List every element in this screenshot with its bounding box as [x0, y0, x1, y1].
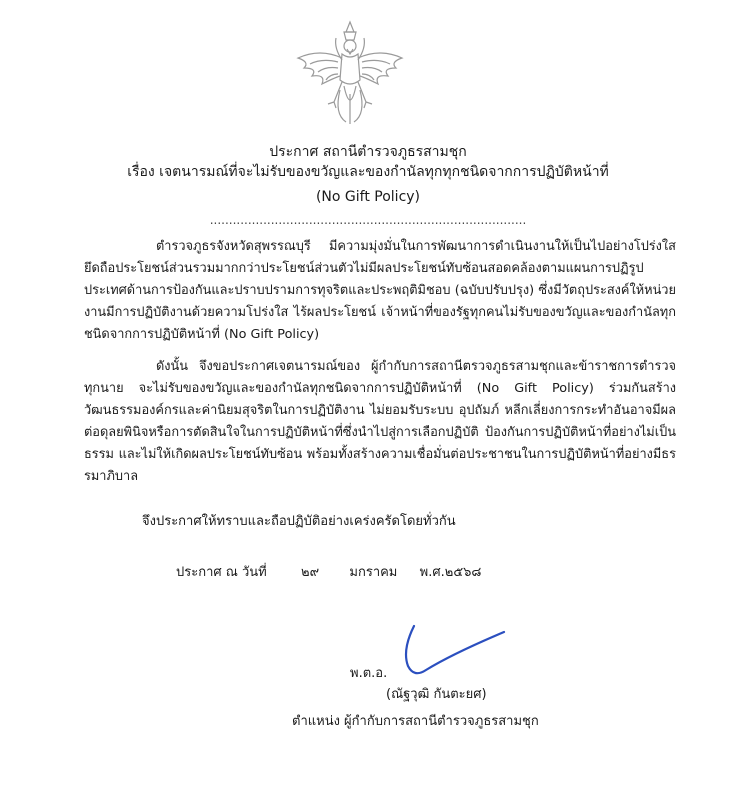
date-day: ๒๙ [301, 565, 320, 580]
garuda-emblem-icon [290, 18, 410, 128]
date-year: พ.ศ.๒๕๖๘ [419, 565, 482, 580]
announcement-subtitle: (No Gift Policy) [315, 189, 421, 205]
closing-statement: จึงประกาศให้ทราบและถือปฏิบัติอย่างเคร่งครัดโดยทั่วกัน [142, 514, 456, 529]
date-month: มกราคม [349, 565, 398, 580]
date-prefix: ประกาศ ณ วันที่ [176, 565, 267, 580]
handwritten-signature [392, 620, 512, 682]
dotted-divider: ................................................................................... [209, 213, 527, 227]
signer-name: (ณัฐวุฒิ กันตะยศ) [386, 687, 487, 702]
announcement-subject: เรื่อง เจตนารมณ์ที่จะไม่รับของขวัญและของกำนัลทุกทุกชนิดจากการปฏิบัติหน้าที่ [127, 164, 609, 180]
signer-rank: พ.ต.อ. [350, 666, 388, 681]
announcement-issuer: ประกาศ สถานีตำรวจภูธรสามชุก [269, 144, 467, 160]
body-paragraph-1 [84, 236, 676, 346]
body-paragraph-2 [84, 356, 676, 488]
paragraph-1-text: ตำรวจภูธรจังหวัดสุพรรณบุรี มีความมุ่งมั่นในการพัฒนาการดำเนินงานให้เป็นไปอย่างโปร่งใส ยึดถือประโยชน์ส่วนรวมมากกว่าประโยชน์ส่วนตัวไม่มีผลประโยชน์ทับซ้อนสอดคล้องตามแผนการปฏิรูปประเทศด้านการป้องกันและปราบปรามการทุจริตและประพฤติมิชอบ (ฉบับปรับปรุง) ซึ่งมีวัตถุประสงค์ให้หน่วยงานมีการปฏิบัติงานด้วยความโปร่งใส ไร้ผลประโยชน์ เจ้าหน้าที่ของรัฐทุกคนไม่รับของขวัญและของกำนัลทุกชนิดจากการปฏิบัติหน้าที่ (No Gift Policy) [84, 239, 676, 342]
announcement-date [176, 563, 481, 583]
paragraph-2-text: ดังนั้น จึงขอประกาศเจตนารมณ์ของ ผู้กำกับการสถานีตรวจภูธรสามชุกและข้าราชการตำรวจทุกนาย จะไม่รับของขวัญและของกำนัลทุกชนิดจากการปฏิบัติหน้าที่ (No Gift Policy) ร่วมกันสร้างวัฒนธรรมองค์กรและค่านิยมสุจริตในการปฏิบัติงาน ไม่ยอมรับระบบ อุปถัมภ์ หลีกเลี่ยงการกระทำอันอาจมีผลต่อดุลยพินิจหรือการตัดสินใจในการปฏิบัติหน้าที่ซึ่งนำไปสู่การเลือกปฏิบัติ ป้องกันการปฏิบัติหน้าที่อย่างไม่เป็นธรรม และไม่ให้เกิดผลประโยชน์ทับซ้อน พร้อมทั้งสร้างความเชื่อมั่นต่อประชาชนในการปฏิบัติหน้าที่อย่างมีธรรมาภิบาล [84, 359, 676, 484]
signer-position: ตำแหน่ง ผู้กำกับการสถานีตำรวจภูธรสามชุก [292, 714, 539, 729]
